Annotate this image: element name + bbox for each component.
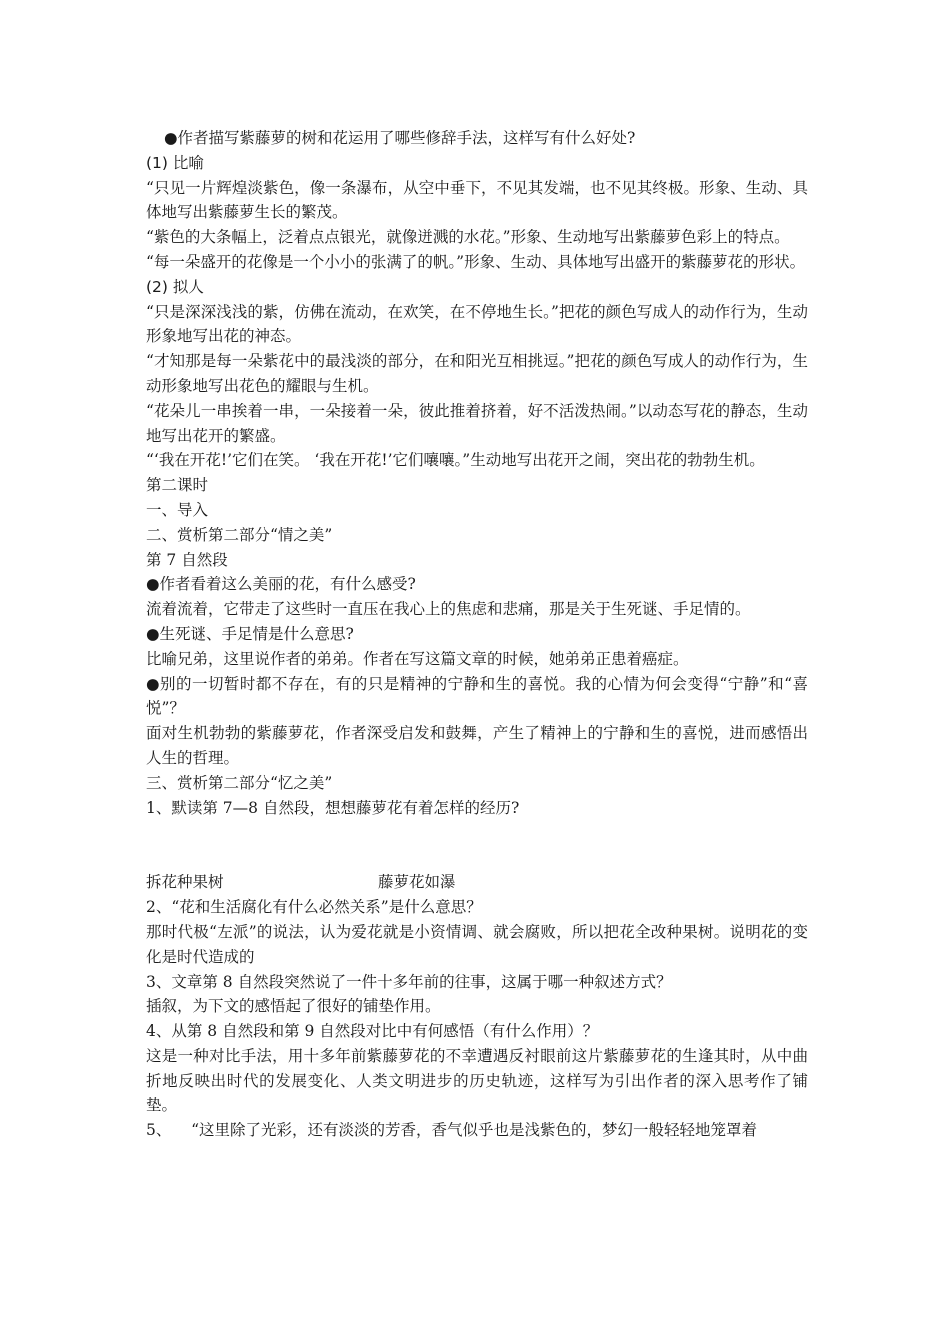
question-rhetoric: ●作者描写紫藤萝的树和花运用了哪些修辞手法，这样写有什么好处?: [164, 129, 636, 147]
question-4: 4、从第 8 自然段和第 9 自然段对比中有何感悟（有什么作用）？: [146, 1022, 599, 1041]
personification-example-3: “花朵儿一串挨着一串，一朵接着一朵，彼此推着挤着，好不活泼热闹。”以动态写花的静态，生动地写出花开的繁盛。: [146, 401, 808, 445]
personification-example-2: “才知那是每一朵紫花中的最浅淡的部分，在和阳光互相挑逗。”把花的颜色写成人的动作行为，生动形象地写出花色的耀眼与生机。: [146, 352, 808, 395]
metaphor-example-1: “只见一片辉煌淡紫色，像一条瀑布，从空中垂下，不见其发端，也不见其终极。形象、生动、具体地写出紫藤萝生长的繁茂。: [146, 178, 808, 222]
label-fruit-trees: 拆花种果树: [146, 873, 224, 892]
lesson-two-heading: 第二课时: [146, 476, 209, 495]
answer-2: 那时代极“左派”的说法，认为爱花就是小资情调、就会腐败，所以把花全改种果树。说明花的变化是时代造成的: [146, 922, 808, 966]
question-1: 1、默读第 7—8 自然段，想想藤萝花有着怎样的经历?: [146, 798, 520, 817]
heading-metaphor: (1) 比喻: [146, 153, 204, 172]
question-feeling: ●作者看着这么美丽的花，有什么感受?: [146, 575, 416, 594]
contrast-labels: [146, 870, 808, 895]
section-memory: 三、赏析第二部分“忆之美”: [146, 773, 333, 792]
answer-3: 插叙，为下文的感悟起了很好的铺垫作用。: [146, 997, 441, 1016]
label-wisteria-waterfall: 藤萝花如瀑: [378, 873, 456, 892]
section-emotion: 二、赏析第二部分“情之美”: [146, 525, 333, 544]
question-calm: ●别的一切暂时都不存在，有的只是精神的宁静和生的喜悦。我的心情为何会变得“宁静”和“喜悦”？: [146, 674, 808, 718]
paragraph-7-label: 第 7 自然段: [146, 550, 228, 569]
answer-mystery: 比喻兄弟，这里说作者的弟弟。作者在写这篇文章的时候，她弟弟正患着癌症。: [146, 649, 689, 668]
personification-example-1: “只是深深浅浅的紫，仿佛在流动，在欢笑，在不停地生长。”把花的颜色写成人的动作行为，生动形象地写出花的神态。: [146, 302, 808, 346]
answer-feeling: 流着流着，它带走了这些时一直压在我心上的焦虑和悲痛，那是关于生死谜、手足情的。: [146, 600, 751, 619]
document-page: [146, 126, 808, 1143]
answer-4: 这是一种对比手法，用十多年前紫藤萝花的不幸遭遇反衬眼前这片紫藤萝花的生逢其时，从中曲折地反映出时代的发展变化、人类文明进步的历史轨迹，这样写为引出作者的深入思考作了铺垫。: [146, 1046, 808, 1115]
question-mystery: ●生死谜、手足情是什么意思?: [146, 624, 354, 643]
section-intro: 一、导入: [146, 500, 209, 519]
question-3: 3、文章第 8 自然段突然说了一件十多年前的往事，这属于哪一种叙述方式？: [146, 972, 672, 991]
heading-personification: (2) 拟人: [146, 277, 204, 296]
blank-space: [146, 820, 808, 870]
personification-example-4: “‘我在开花!’它们在笑。 ‘我在开花!’它们嚷嚷。”生动地写出花开之闹，突出花的勃勃生机。: [146, 451, 765, 470]
metaphor-example-3: “每一朵盛开的花像是一个小小的张满了的帆。”形象、生动、具体地写出盛开的紫藤萝花的形状。: [146, 252, 806, 271]
question-5: 5、 “这里除了光彩，还有淡淡的芳香，香气似乎也是浅紫色的，梦幻一般轻轻地笼罩着: [146, 1121, 757, 1140]
question-2: 2、“花和生活腐化有什么必然关系”是什么意思？: [146, 898, 482, 917]
answer-calm: 面对生机勃勃的紫藤萝花，作者深受启发和鼓舞，产生了精神上的宁静和生的喜悦，进而感悟出人生的哲理。: [146, 724, 808, 767]
metaphor-example-2: “紫色的大条幅上，泛着点点银光，就像迸溅的水花。”形象、生动地写出紫藤萝色彩上的特点。: [146, 228, 790, 247]
